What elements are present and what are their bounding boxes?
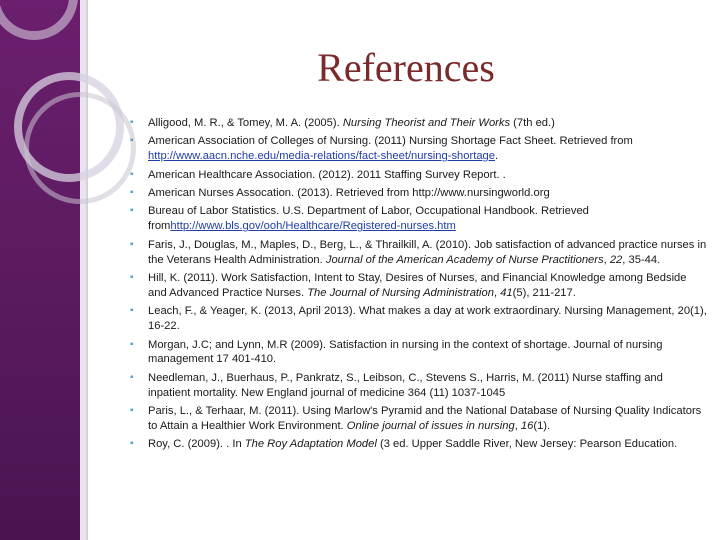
reference-text: Faris, J., Douglas, M., Maples, D., Berg, L., & Thrailkill, A. (2010). Job satisfaction of advanced practice nurses in the Veterans Health Administration.	[148, 238, 707, 266]
reference-text: American Association of Colleges of Nursing. (2011) Nursing Shortage Fact Sheet. Retrieved from	[148, 135, 633, 148]
reference-item	[130, 186, 708, 201]
bullet-icon: ▪	[130, 305, 134, 317]
bullet-icon: ▪	[130, 205, 134, 217]
reference-item	[130, 204, 708, 234]
reference-title-italic: The Roy Adaptation Model	[244, 438, 377, 451]
reference-text: Paris, L., & Terhaar, M. (2011). Using Marlow's Pyramid and the National Database of Nursing Quality Indicators to Attain a Healthier Work Environment.	[148, 405, 702, 433]
reference-text: (7th ed.)	[510, 117, 555, 129]
reference-journal-italic: Online journal of issues in nursing	[346, 420, 515, 433]
reference-text: Roy, C. (2009). . In	[148, 438, 245, 451]
reference-item	[130, 404, 708, 434]
decorative-ring-inner	[24, 92, 136, 204]
reference-text: Needleman, J., Buerhaus, P., Pankratz, S., Leibson, C., Stevens S., Harris, M. (2011) Nurse staffing and inpatient mortality. New England journal of medicine 364 (11) 1037-1045	[148, 371, 663, 399]
reference-volume-italic: 16	[520, 420, 534, 433]
reference-link[interactable]: http://www.bls.gov/ooh/Healthcare/Registered-nurses.htm	[170, 220, 456, 233]
reference-link[interactable]: http://www.aacn.nche.edu/media-relations/fact-sheet/nursing-shortage	[148, 150, 496, 163]
bullet-icon: ▪	[130, 405, 134, 417]
slide-title: References	[317, 45, 495, 90]
reference-list	[130, 116, 708, 456]
bullet-icon: ▪	[130, 135, 134, 147]
reference-text: Hill, K. (2011). Work Satisfaction, Intent to Stay, Desires of Nurses, and Financial Knowledge among Bedside and Advanced Practice Nurses.	[148, 272, 687, 299]
reference-item	[130, 168, 708, 183]
bullet-icon: ▪	[130, 438, 134, 450]
bullet-icon: ▪	[130, 117, 134, 128]
reference-text: .	[495, 150, 499, 163]
reference-item	[130, 338, 708, 368]
reference-text: (5), 211-217.	[512, 286, 576, 299]
reference-text: Bureau of Labor Statistics. U.S. Department of Labor, Occupational Handbook. Retrieved from	[148, 205, 589, 233]
reference-item	[130, 116, 708, 131]
reference-text: ,	[493, 286, 501, 299]
reference-text: Morgan, J.C; and Lynn, M.R (2009). Satisfaction in nursing in the context of shortage. Journal of nursing management 17 401-410.	[148, 338, 663, 366]
reference-text: ,	[514, 420, 521, 433]
bullet-icon: ▪	[130, 338, 134, 350]
reference-item	[130, 304, 708, 334]
reference-title-italic: Nursing Theorist and Their Works	[342, 117, 511, 129]
bullet-icon: ▪	[130, 168, 134, 180]
bullet-icon: ▪	[130, 272, 134, 284]
reference-item	[130, 134, 708, 164]
reference-item	[130, 437, 708, 452]
bullet-icon: ▪	[130, 238, 134, 250]
reference-text: ,	[603, 253, 610, 266]
reference-text: (1).	[533, 420, 551, 433]
reference-volume-italic: 22	[609, 253, 623, 266]
reference-text: Leach, F., & Yeager, K. (2013, April 2013). What makes a day at work extraordinary. Nursing Management, 20(1), 16-22.	[148, 305, 707, 333]
bullet-icon: ▪	[130, 371, 134, 383]
reference-text: Alligood, M. R., & Tomey, M. A. (2005).	[148, 117, 343, 129]
reference-text: American Nurses Assocation. (2013). Retrieved from http://www.nursingworld.org	[148, 187, 550, 200]
reference-text: , 35-44.	[622, 253, 661, 266]
reference-item	[130, 238, 708, 268]
reference-item	[130, 271, 708, 301]
reference-journal-italic: Journal of the American Academy of Nurse Practitioners	[325, 253, 604, 266]
reference-journal-italic: The Journal of Nursing Administration	[307, 286, 494, 299]
reference-text: American Healthcare Association. (2012). 2011 Staffing Survey Report. .	[148, 168, 506, 181]
bullet-icon: ▪	[130, 187, 134, 199]
reference-volume-italic: 41	[500, 286, 513, 299]
reference-text: (3 ed. Upper Saddle River, New Jersey: Pearson Education.	[376, 438, 678, 451]
reference-item	[130, 371, 708, 401]
